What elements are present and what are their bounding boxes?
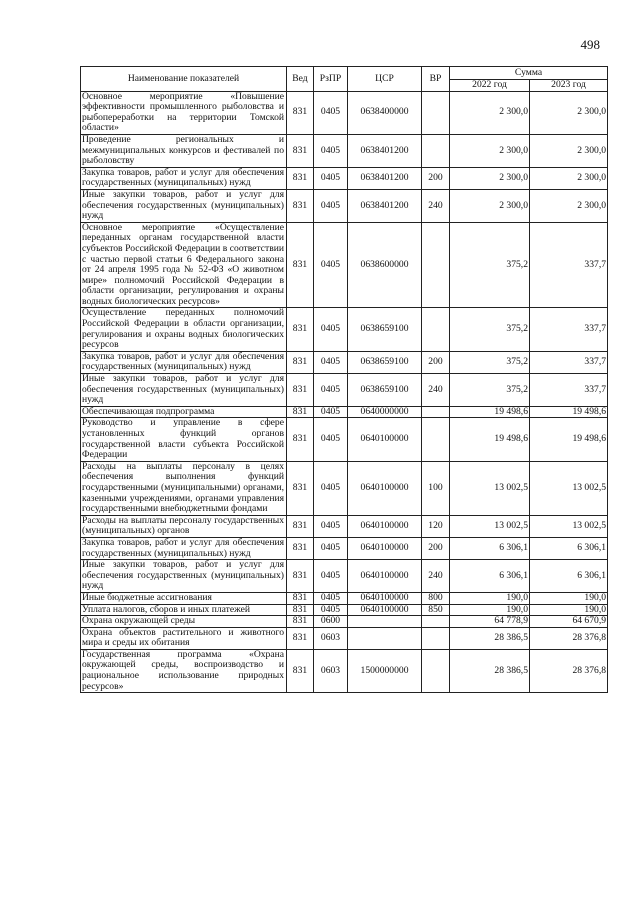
cell-ved: 831 [287, 649, 314, 692]
cell-csr [348, 627, 422, 649]
cell-rzpr: 0405 [314, 189, 348, 222]
cell-ved: 831 [287, 560, 314, 593]
cell-rzpr: 0603 [314, 649, 348, 692]
cell-ved: 831 [287, 461, 314, 515]
cell-2022: 375,2 [450, 374, 530, 407]
cell-2022: 375,2 [450, 351, 530, 373]
table-row [81, 222, 608, 308]
cell-2023: 13 002,5 [530, 461, 608, 515]
cell-2022: 190,0 [450, 592, 530, 604]
cell-2023: 6 306,1 [530, 537, 608, 559]
cell-2022: 2 300,0 [450, 189, 530, 222]
table-row [81, 91, 608, 134]
cell-csr: 0638600000 [348, 222, 422, 308]
cell-name: Иные бюджетные ассигнования [81, 592, 287, 604]
cell-ved: 831 [287, 537, 314, 559]
cell-name: Иные закупки товаров, работ и услуг для обеспечения государственных (муниципальных) нужд [81, 189, 287, 222]
cell-rzpr: 0405 [314, 167, 348, 189]
cell-csr: 0638401200 [348, 167, 422, 189]
cell-csr: 0640100000 [348, 592, 422, 604]
cell-csr: 0638659100 [348, 308, 422, 351]
cell-ved: 831 [287, 418, 314, 461]
cell-vr: 200 [422, 167, 450, 189]
table-row [81, 592, 608, 604]
cell-vr: 850 [422, 604, 450, 616]
table-row [81, 308, 608, 351]
table-row [81, 537, 608, 559]
cell-name: Осуществление переданных полномочий Российской Федерации в области организации, регулирования и охраны водных биологических ресурсов [81, 308, 287, 351]
cell-rzpr: 0603 [314, 627, 348, 649]
cell-vr [422, 649, 450, 692]
cell-csr: 0638659100 [348, 374, 422, 407]
cell-vr: 800 [422, 592, 450, 604]
table-row [81, 627, 608, 649]
cell-ved: 831 [287, 351, 314, 373]
cell-2022: 19 498,6 [450, 418, 530, 461]
cell-2022: 64 778,9 [450, 616, 530, 628]
cell-vr: 200 [422, 537, 450, 559]
cell-name: Иные закупки товаров, работ и услуг для обеспечения государственных (муниципальных) нужд [81, 374, 287, 407]
cell-rzpr: 0405 [314, 374, 348, 407]
cell-ved: 831 [287, 222, 314, 308]
cell-vr: 240 [422, 374, 450, 407]
table-row [81, 351, 608, 373]
cell-2023: 28 376,8 [530, 627, 608, 649]
cell-vr [422, 134, 450, 167]
table-row [81, 649, 608, 692]
cell-csr: 0640100000 [348, 560, 422, 593]
cell-rzpr: 0405 [314, 515, 348, 537]
cell-2023: 19 498,6 [530, 418, 608, 461]
table-row [81, 406, 608, 418]
cell-ved: 831 [287, 604, 314, 616]
cell-rzpr: 0405 [314, 91, 348, 134]
header-ved: Вед [287, 67, 314, 92]
cell-2023: 190,0 [530, 592, 608, 604]
cell-2023: 64 670,9 [530, 616, 608, 628]
cell-2022: 13 002,5 [450, 461, 530, 515]
cell-name: Уплата налогов, сборов и иных платежей [81, 604, 287, 616]
cell-2022: 2 300,0 [450, 134, 530, 167]
cell-rzpr: 0405 [314, 592, 348, 604]
cell-name: Проведение региональных и межмуниципальных конкурсов и фестивалей по рыболовству [81, 134, 287, 167]
cell-ved: 831 [287, 616, 314, 628]
cell-csr: 0638401200 [348, 134, 422, 167]
cell-2022: 6 306,1 [450, 537, 530, 559]
header-sum: Сумма [450, 67, 608, 80]
header-year-2023: 2023 год [530, 80, 608, 92]
cell-vr: 120 [422, 515, 450, 537]
cell-2023: 2 300,0 [530, 91, 608, 134]
cell-csr: 0638400000 [348, 91, 422, 134]
cell-vr [422, 406, 450, 418]
cell-name: Закупка товаров, работ и услуг для обеспечения государственных (муниципальных) нужд [81, 537, 287, 559]
cell-2023: 13 002,5 [530, 515, 608, 537]
cell-rzpr: 0405 [314, 406, 348, 418]
cell-vr: 100 [422, 461, 450, 515]
cell-ved: 831 [287, 167, 314, 189]
cell-name: Расходы на выплаты персоналу в целях обеспечения выполнения функций государственными (муниципальными) органами, казенными учреждениями, органами управления государственными внебюджетными фондами [81, 461, 287, 515]
table-row [81, 604, 608, 616]
cell-csr: 0640000000 [348, 406, 422, 418]
table-row [81, 167, 608, 189]
table-row [81, 189, 608, 222]
cell-rzpr: 0600 [314, 616, 348, 628]
cell-2023: 337,7 [530, 374, 608, 407]
cell-name: Расходы на выплаты персоналу государственных (муниципальных) органов [81, 515, 287, 537]
cell-name: Основное мероприятие «Повышение эффективности промышленного рыболовства и рыбопереработки на территории Томской области» [81, 91, 287, 134]
cell-name: Обеспечивающая подпрограмма [81, 406, 287, 418]
cell-rzpr: 0405 [314, 537, 348, 559]
cell-rzpr: 0405 [314, 308, 348, 351]
cell-rzpr: 0405 [314, 560, 348, 593]
cell-vr [422, 418, 450, 461]
table-row [81, 374, 608, 407]
cell-vr: 240 [422, 560, 450, 593]
header-name: Наименование показателей [81, 67, 287, 92]
table-row [81, 134, 608, 167]
cell-vr [422, 91, 450, 134]
cell-csr: 0640100000 [348, 418, 422, 461]
cell-2023: 19 498,6 [530, 406, 608, 418]
table-row [81, 418, 608, 461]
cell-rzpr: 0405 [314, 604, 348, 616]
cell-ved: 831 [287, 515, 314, 537]
cell-2023: 190,0 [530, 604, 608, 616]
page-number: 498 [580, 37, 600, 52]
cell-rzpr: 0405 [314, 418, 348, 461]
cell-csr: 0640100000 [348, 537, 422, 559]
cell-rzpr: 0405 [314, 351, 348, 373]
cell-2023: 2 300,0 [530, 134, 608, 167]
cell-2023: 2 300,0 [530, 167, 608, 189]
cell-name: Охрана окружающей среды [81, 616, 287, 628]
cell-2022: 28 386,5 [450, 649, 530, 692]
cell-2022: 375,2 [450, 222, 530, 308]
header-rzpr: РзПР [314, 67, 348, 92]
cell-vr: 240 [422, 189, 450, 222]
cell-csr: 0638401200 [348, 189, 422, 222]
table-row [81, 616, 608, 628]
cell-2023: 28 376,8 [530, 649, 608, 692]
table-row [81, 515, 608, 537]
table-row [81, 560, 608, 593]
header-vr: ВР [422, 67, 450, 92]
cell-vr [422, 308, 450, 351]
cell-csr: 1500000000 [348, 649, 422, 692]
cell-ved: 831 [287, 308, 314, 351]
cell-ved: 831 [287, 134, 314, 167]
cell-name: Закупка товаров, работ и услуг для обеспечения государственных (муниципальных) нужд [81, 167, 287, 189]
cell-name: Основное мероприятие «Осуществление переданных органам государственной власти субъектов Российской Федерации в соответствии с частью первой статьи 6 Федерального закона от 24 апреля 1995 года № 52-ФЗ «О животном мире» полномочий Российской Федерации в области организации, регулирования и охраны водных биологических ресурсов» [81, 222, 287, 308]
cell-ved: 831 [287, 91, 314, 134]
cell-vr [422, 222, 450, 308]
cell-2023: 6 306,1 [530, 560, 608, 593]
cell-csr: 0640100000 [348, 461, 422, 515]
cell-2022: 13 002,5 [450, 515, 530, 537]
cell-2023: 2 300,0 [530, 189, 608, 222]
cell-name: Охрана объектов растительного и животного мира и среды их обитания [81, 627, 287, 649]
cell-rzpr: 0405 [314, 222, 348, 308]
cell-ved: 831 [287, 189, 314, 222]
cell-csr: 0638659100 [348, 351, 422, 373]
cell-vr [422, 616, 450, 628]
cell-csr: 0640100000 [348, 604, 422, 616]
budget-table [80, 66, 608, 693]
cell-vr: 200 [422, 351, 450, 373]
header-year-2022: 2022 год [450, 80, 530, 92]
cell-ved: 831 [287, 627, 314, 649]
cell-2023: 337,7 [530, 351, 608, 373]
cell-csr [348, 616, 422, 628]
cell-2022: 6 306,1 [450, 560, 530, 593]
cell-2023: 337,7 [530, 222, 608, 308]
table-row [81, 461, 608, 515]
cell-rzpr: 0405 [314, 461, 348, 515]
cell-name: Руководство и управление в сфере установленных функций органов государственной власти субъекта Российской Федерации [81, 418, 287, 461]
cell-2022: 19 498,6 [450, 406, 530, 418]
cell-name: Закупка товаров, работ и услуг для обеспечения государственных (муниципальных) нужд [81, 351, 287, 373]
table-body [81, 91, 608, 693]
cell-2022: 2 300,0 [450, 167, 530, 189]
cell-2022: 2 300,0 [450, 91, 530, 134]
cell-ved: 831 [287, 592, 314, 604]
cell-ved: 831 [287, 374, 314, 407]
cell-2022: 190,0 [450, 604, 530, 616]
cell-csr: 0640100000 [348, 515, 422, 537]
cell-name: Государственная программа «Охрана окружающей среды, воспроизводство и рациональное использование природных ресурсов» [81, 649, 287, 692]
cell-2022: 28 386,5 [450, 627, 530, 649]
cell-2022: 375,2 [450, 308, 530, 351]
cell-ved: 831 [287, 406, 314, 418]
cell-rzpr: 0405 [314, 134, 348, 167]
cell-vr [422, 627, 450, 649]
header-csr: ЦСР [348, 67, 422, 92]
cell-name: Иные закупки товаров, работ и услуг для обеспечения государственных (муниципальных) нужд [81, 560, 287, 593]
cell-2023: 337,7 [530, 308, 608, 351]
